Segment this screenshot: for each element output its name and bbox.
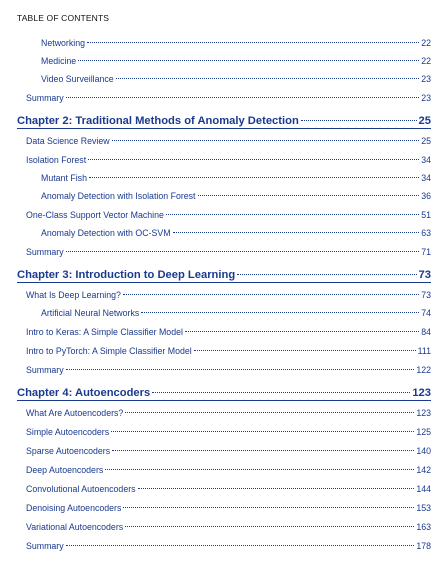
toc-entry-page: 178 (416, 540, 431, 551)
toc-entry-page: 51 (421, 209, 431, 220)
toc-entry[interactable] (41, 171, 431, 183)
toc-chapter-entry[interactable] (17, 384, 431, 399)
dot-leader (138, 479, 415, 489)
dot-leader (152, 381, 410, 393)
toc-entry-title: What Is Deep Learning? (26, 289, 121, 300)
toc-entry[interactable] (26, 344, 431, 356)
toc-entry-title: Sparse Autoencoders (26, 445, 111, 456)
chapter-rule (17, 128, 431, 129)
toc-entry-title: What Are Autoencoders? (26, 407, 124, 418)
toc-entry-page: 23 (421, 73, 431, 84)
toc-entry-page: 23 (421, 92, 431, 103)
toc-entry-page: 142 (416, 464, 431, 475)
toc-entry-page: 34 (421, 172, 431, 183)
toc-entry-page: 153 (416, 502, 431, 513)
toc-entry-page: 140 (416, 445, 431, 456)
dot-leader (125, 517, 414, 527)
toc-entry[interactable] (41, 36, 431, 48)
toc-entry-title: Networking (41, 37, 86, 48)
toc-entry[interactable] (41, 306, 431, 318)
toc-entry[interactable] (41, 72, 431, 84)
dot-leader (105, 460, 414, 470)
dot-leader (116, 69, 420, 79)
dot-leader (301, 109, 417, 121)
toc-entry-page: 74 (421, 307, 431, 318)
toc-entry-title: Denoising Autoencoders (26, 502, 122, 513)
toc-entry[interactable] (26, 325, 431, 337)
dot-leader (66, 242, 420, 252)
toc-entry-page: 25 (418, 115, 431, 128)
dot-leader (198, 186, 420, 196)
dot-leader (185, 322, 419, 332)
dot-leader (123, 285, 419, 295)
chapter-rule (17, 282, 431, 283)
toc-entry-page: 73 (418, 269, 431, 282)
toc-entry-page: 144 (416, 483, 431, 494)
toc-chapter-entry[interactable] (17, 266, 431, 281)
dot-leader (66, 88, 420, 98)
toc-entry-page: 25 (421, 135, 431, 146)
dot-leader (66, 360, 415, 370)
toc-entry-title: Simple Autoencoders (26, 426, 110, 437)
toc-entry-title: Data Science Review (26, 135, 110, 146)
toc-entry-title: Isolation Forest (26, 154, 87, 165)
toc-entry-title: Summary (26, 540, 64, 551)
dot-leader (112, 131, 420, 141)
dot-leader (194, 341, 416, 351)
toc-entry-page: 163 (416, 521, 431, 532)
toc-entry-page: 63 (421, 227, 431, 238)
dot-leader (111, 422, 414, 432)
toc-entry[interactable] (26, 463, 431, 475)
toc-entry[interactable] (26, 482, 431, 494)
dot-leader (125, 403, 414, 413)
toc-entry-title: Video Surveillance (41, 73, 114, 84)
toc-entry-page: 22 (421, 55, 431, 66)
toc-entry-title: Convolutional Autoencoders (26, 483, 136, 494)
toc-entry-title: Variational Autoencoders (26, 521, 124, 532)
toc-entry[interactable] (26, 134, 431, 146)
dot-leader (141, 303, 419, 313)
toc-entry[interactable] (41, 189, 431, 201)
toc-entry[interactable] (26, 501, 431, 513)
toc-entry[interactable] (41, 54, 431, 66)
toc-entry[interactable] (26, 520, 431, 532)
dot-leader (112, 441, 414, 451)
toc-entry[interactable] (26, 91, 431, 103)
toc-entry[interactable] (26, 245, 431, 257)
chapter-rule (17, 400, 431, 401)
toc-entry[interactable] (26, 406, 431, 418)
toc-entry[interactable] (26, 444, 431, 456)
toc-entry-page: 84 (421, 326, 431, 337)
toc-entry-title: Medicine (41, 55, 77, 66)
toc-entry-page: 123 (416, 407, 431, 418)
toc-entry-page: 73 (421, 289, 431, 300)
toc-entry-page: 125 (416, 426, 431, 437)
toc-entry-page: 34 (421, 154, 431, 165)
toc-entry[interactable] (26, 288, 431, 300)
toc-entry[interactable] (26, 363, 431, 375)
toc-entry-title: Chapter 4: Autoencoders (17, 387, 151, 400)
dot-leader (166, 205, 419, 215)
toc-entry-title: Summary (26, 92, 64, 103)
toc-entry-title: Chapter 2: Traditional Methods of Anomaly Detection (17, 115, 299, 128)
toc-entry-title: Artificial Neural Networks (41, 307, 140, 318)
toc-entry-page: 123 (412, 387, 431, 400)
toc-entry-page: 22 (421, 37, 431, 48)
toc-chapter-entry[interactable] (17, 112, 431, 127)
toc-entry-title: Intro to PyTorch: A Simple Classifier Model (26, 345, 192, 356)
toc-entry-page: 36 (421, 190, 431, 201)
toc-entry[interactable] (26, 153, 431, 165)
dot-leader (66, 536, 415, 546)
dot-leader (88, 150, 419, 160)
toc-entry-page: 122 (416, 364, 431, 375)
toc-entry[interactable] (41, 226, 431, 238)
toc-entry-title: Summary (26, 364, 64, 375)
toc-entry[interactable] (26, 208, 431, 220)
dot-leader (237, 263, 416, 275)
toc-entry-title: One-Class Support Vector Machine (26, 209, 164, 220)
toc-entry-title: Anomaly Detection with OC-SVM (41, 227, 171, 238)
toc-entry-title: Summary (26, 246, 64, 257)
page-header-title: TABLE OF CONTENTS (17, 13, 110, 23)
toc-entry-title: Mutant Fish (41, 172, 87, 183)
dot-leader (78, 51, 419, 61)
toc-entry-title: Chapter 3: Introduction to Deep Learning (17, 269, 236, 282)
toc-entry-page: 71 (421, 246, 431, 257)
dot-leader (89, 168, 419, 178)
toc-entry[interactable] (26, 539, 431, 551)
dot-leader (123, 498, 414, 508)
dot-leader (173, 223, 420, 233)
toc-entry[interactable] (26, 425, 431, 437)
toc-entry-title: Deep Autoencoders (26, 464, 104, 475)
toc-entry-title: Intro to Keras: A Simple Classifier Model (26, 326, 183, 337)
dot-leader (87, 33, 419, 43)
toc-entry-page: 111 (417, 345, 431, 356)
toc-entry-title: Anomaly Detection with Isolation Forest (41, 190, 196, 201)
